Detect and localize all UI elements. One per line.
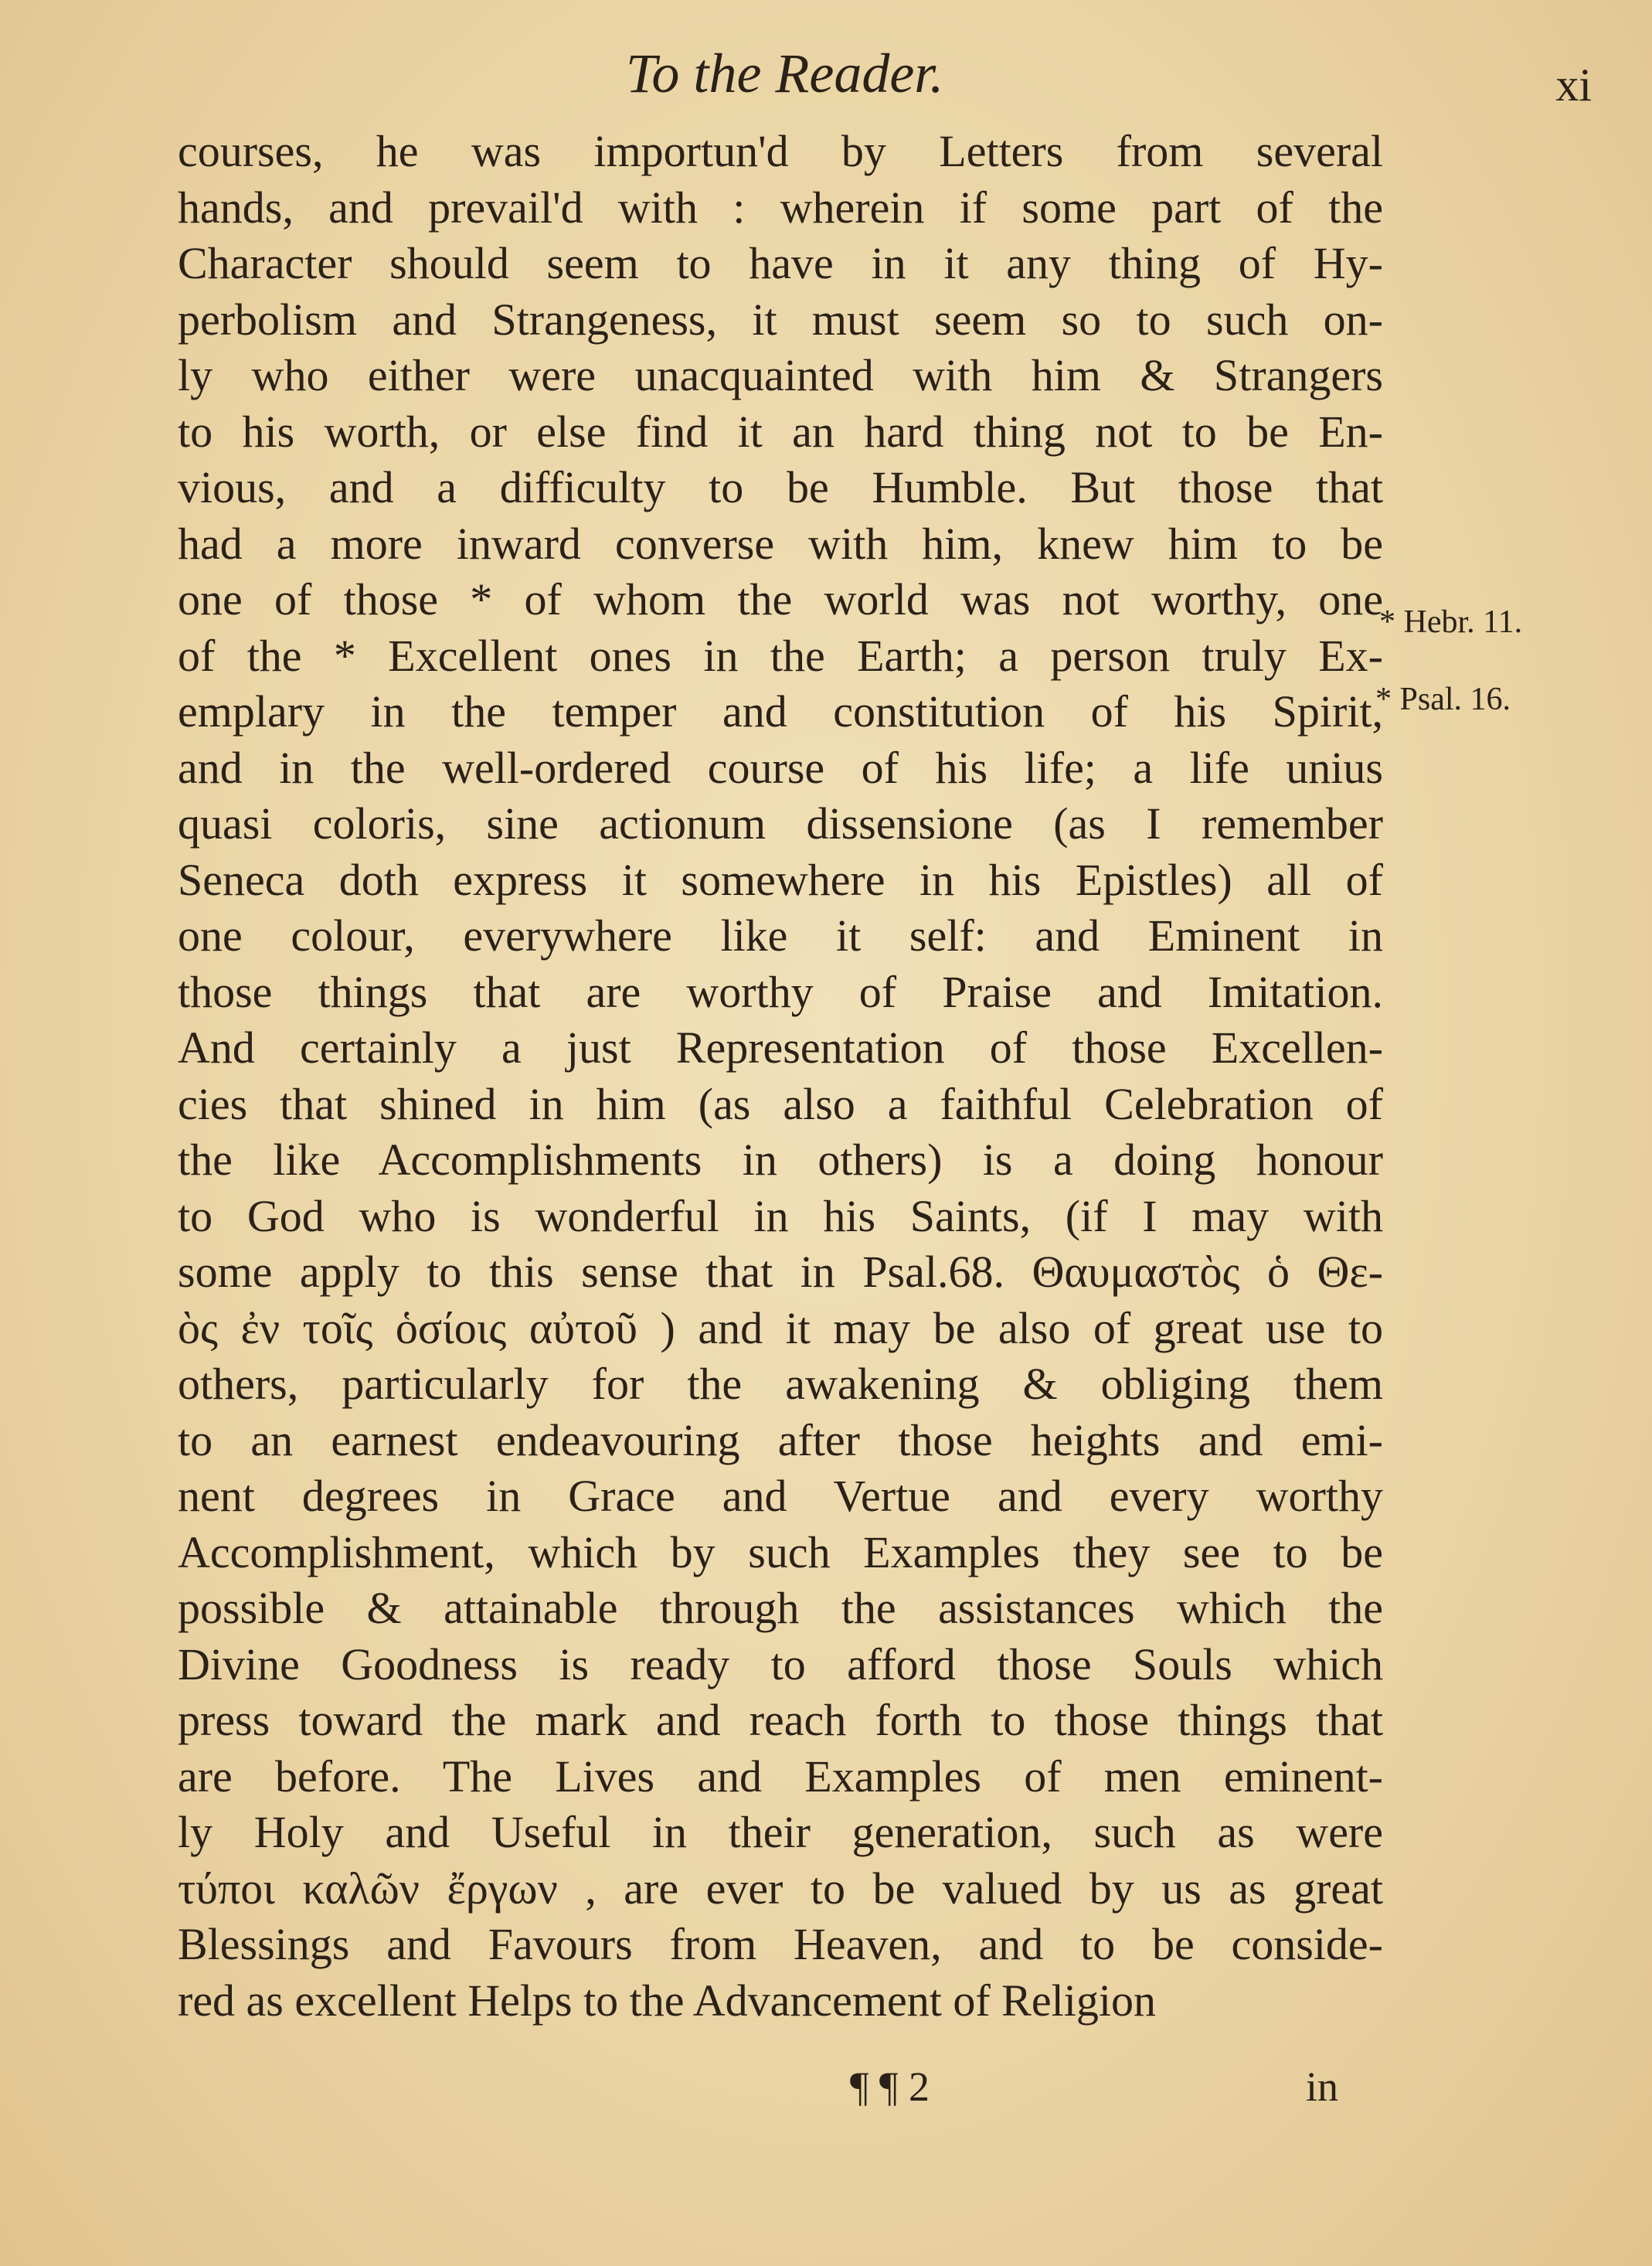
margin-note-hebr: * Hebr. 11. bbox=[1379, 604, 1523, 640]
text-line: And certainly a just Representation of those Excellen- bbox=[178, 1022, 1383, 1073]
margin-note-psal: * Psal. 16. bbox=[1375, 682, 1511, 717]
text-line: ly Holy and Useful in their generation, such as were bbox=[178, 1807, 1383, 1857]
text-line: had a more inward converse with him, knew him to be bbox=[178, 518, 1383, 569]
running-header bbox=[0, 39, 1652, 111]
text-line: Divine Goodness is ready to afford those Souls which bbox=[178, 1638, 1383, 1689]
page-number: xi bbox=[1555, 60, 1592, 111]
text-line: hands, and prevail'd with : wherein if some part of the bbox=[178, 182, 1383, 233]
text-line: are before. The Lives and Examples of men eminent- bbox=[178, 1751, 1383, 1802]
running-title: To the Reader. bbox=[626, 43, 944, 104]
text-line: cies that shined in him (as also a faithful Celebration of bbox=[178, 1078, 1383, 1129]
text-line: possible & attainable through the assistances which the bbox=[178, 1583, 1383, 1633]
text-line: Accomplishment, which by such Examples they see to be bbox=[178, 1526, 1383, 1577]
body-text bbox=[178, 124, 1383, 2029]
text-line: press toward the mark and reach forth to those things that bbox=[178, 1695, 1383, 1745]
text-line: courses, he was importun'd by Letters from several bbox=[178, 126, 1383, 176]
text-line: Character should seem to have in it any thing of Hy- bbox=[178, 238, 1383, 288]
page-footer bbox=[0, 2056, 1652, 2118]
signature-mark: ¶ ¶ 2 bbox=[850, 2064, 930, 2110]
catchword: in bbox=[1306, 2064, 1339, 2110]
text-line: ly who either were unacquainted with him & Strangers bbox=[178, 350, 1383, 400]
text-line: those things that are worthy of Praise and Imitation. bbox=[178, 966, 1383, 1017]
text-line: τύποι καλῶν ἔργων , are ever to be valued by us as great bbox=[178, 1863, 1383, 1914]
text-line: the like Accomplishments in others) is a doing honour bbox=[178, 1135, 1383, 1185]
text-line: to an earnest endeavouring after those heights and emi- bbox=[178, 1414, 1383, 1465]
text-line: red as excellent Helps to the Advancement of Religion bbox=[178, 1975, 1156, 2026]
text-line: nent degrees in Grace and Vertue and every worthy bbox=[178, 1471, 1383, 1521]
text-line: Seneca doth express it somewhere in his Epistles) all of bbox=[178, 854, 1383, 905]
text-line: ὸς ἐν τοῖς ὁσίοις αὐτοῦ ) and it may be also of great use to bbox=[178, 1302, 1383, 1353]
text-line: quasi coloris, sine actionum dissensione (as I remember bbox=[178, 798, 1383, 849]
text-line: one of those * of whom the world was not worthy, one bbox=[178, 574, 1383, 624]
text-line: of the * Excellent ones in the Earth; a person truly Ex- bbox=[178, 630, 1383, 681]
text-line: Blessings and Favours from Heaven, and to be conside- bbox=[178, 1919, 1383, 1969]
text-line: others, particularly for the awakening & obliging them bbox=[178, 1359, 1383, 1409]
text-line: vious, and a difficulty to be Humble. But those that bbox=[178, 462, 1383, 512]
text-line: one colour, everywhere like it self: and Eminent in bbox=[178, 910, 1383, 961]
text-line: to his worth, or else find it an hard thing not to be En- bbox=[178, 406, 1383, 457]
text-line: some apply to this sense that in Psal.68. Θαυμαστὸς ὁ Θε- bbox=[178, 1247, 1383, 1297]
text-line: emplary in the temper and constitution of his Spirit, bbox=[178, 686, 1383, 737]
text-line: to God who is wonderful in his Saints, (if I may with bbox=[178, 1190, 1383, 1241]
text-line: and in the well-ordered course of his life; a life unius bbox=[178, 742, 1383, 793]
text-line: perbolism and Strangeness, it must seem so to such on- bbox=[178, 294, 1383, 345]
